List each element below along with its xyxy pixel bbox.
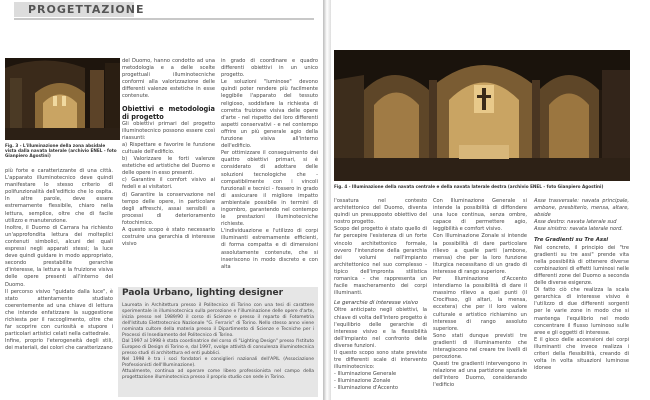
paragraph: a) Rispettare e favorire le funzione cultuale dell'edificio.	[122, 141, 215, 155]
paragraph: Gli obiettivi primari del progetto illuminotecnico possono essere così riassunti:	[122, 120, 215, 141]
paragraph: più forte e caratterizzante di una città. L'apparato illuminotecnico deve quindi manifestare lo stesso criterio di polifunzionalità dell'edificio che lo ospita. In altre parole, deve essere estremamente flessibile, chiaro nella lettura, semplice, oltre che di facile utilizzo e manutenzione.	[5, 168, 113, 224]
page-spine	[323, 0, 331, 400]
figure-3-caption: Fig. 3 - L'illuminazione della zona absidale vista dalla navata laterale (archivio ENEL - foto Gianpiero Agostini)	[5, 143, 117, 159]
paragraph: del Duomo, hanno condotto ad una metodologia e a delle scelte progettuali illuminotecniche conformi alla valorizzazione delle differenti valenze estetiche in esse contenute.	[122, 58, 215, 100]
paragraph: Sono stati dunque previsti tre gradienti di illuminamento che interagiscono nel creare tre livelli di percezione.	[433, 332, 527, 361]
paragraph: L'individuazione e l'utilizzo di corpi illuminanti estremamente efficienti, di forma compatta e di dimensioni assolutamente contenute, che si inseriscono in modo discreto e con alta	[221, 228, 318, 270]
left-column-2	[122, 58, 215, 248]
list-item: - Illuminazione d'Accento	[334, 385, 399, 392]
paragraph: d) Garantire la conservazione nel tempo delle opere, in particolare degli affreschi, assai sensibili a processi di deterioramento fotochimico.	[122, 191, 215, 226]
left-column-1	[5, 168, 113, 352]
subheading: Le gerarchie di interesse visivo	[334, 300, 419, 307]
paragraph: Con Illuminazione Zonale si intende la possibilità di dare particolare rilievo a quelle parti (ambone, mensa) che per la loro funzione liturgica necessitano di un grado di interesse di rango superiore.	[433, 233, 527, 275]
paragraph: A questo scopo è stato necessario costruire una gerarchia di interesse visivo	[122, 226, 215, 248]
paragraph: Il questo scopo sono state previste tre differenti scale di intervento illuminotecnico:	[334, 349, 427, 371]
left-column-3	[221, 58, 318, 271]
paragraph: Per Illuminazione d'Accento intendiamo la possibilità di dare il massimo rilievo a quei punti (il Crocifisso, gli altari, la mensa, eccetera) che per il loro valore culturale e artistico richiamino un interesse di rango assoluto superiore.	[433, 276, 527, 332]
list-item: Asse trasversale: navata principale, ambone, presbiterio, mensa, altare, abside	[534, 198, 629, 219]
paragraph: Di fatto ciò che realizza la scala gerarchica di interesse visivo è l'utilizzo di due differenti sorgenti per le varie zone in modo che si mantenga l'equilibrio nel modo concentrare il flusso luminoso sulle aree e gli oggetti di interesse.	[534, 287, 629, 336]
paragraph: l'ossatura nel contesto architettonico del Duomo, diventa quindi un presupposto obiettivo del nostro progetto.	[334, 198, 427, 226]
paragraph: Laureata in Architettura presso il Politecnico di Torino con una tesi di carattere sperimentale in illuminotecnica sulla percezione e l'illuminazione delle opere d'arte, inizia presso nel 1989/90 il corso di Scienze e presso il reparto di Fotometria dell'Istituto Elettrotecnico Nazionale "G. Ferraris" di Torino. Nello stesso anno viene nominata cultore della materia presso il Dipartimento di Scienze e Tecniche per i Processi di Insediamento del Politecnico di Torino.	[122, 303, 314, 338]
designer-box-title: Paola Urbano, lighting designer	[122, 288, 284, 298]
paragraph: Con Illuminazione Generale si intende la possibilità di diffondere una luce continua, senza ombre, capace di permettere agio, leggibilità e comfort visivo.	[433, 198, 527, 233]
figure-3-photo	[5, 58, 120, 140]
paragraph: Dal 1997 al 1998 è stata coordinatrice del corso di "Lighting Design" presso l'Istituto Europeo di Design di Torino e, dal 1997, svolge attività di consulenza illuminotecnica presso studi di architettura ed enti pubblici.	[122, 339, 314, 356]
list-item: - Illuminazione Zonale	[334, 378, 391, 385]
paragraph: Oltre anticipato negli obiettivi, la chiave di volta dell'intero progetto è l'equilibrio delle gerarchie di interesse visivo e la flessibilità dell'impianto nel confronto delle diverse funzioni.	[334, 307, 427, 349]
paragraph: Le soluzioni "luminose" devono quindi poter rendere più facilmente leggibile l'apparato del tessuto religioso, soddisfare la richiesta di corretta fruizione visiva delle opere d'arte - nel rispetto dei loro differenti aspetti conservativi - e nel contempo offrire un più generale agio della funzione visiva all'interno dell'edificio.	[221, 79, 318, 150]
figure-4-photo	[334, 50, 630, 181]
paragraph: b) Valorizzare le forti valenze estetiche ed artistiche del Duomo e delle opere in esso presenti.	[122, 156, 215, 177]
paragraph: Attualmente, continua ad operare come libero professionista nel campo della progettazione illuminotecnica presso il proprio studio con sede in Torino.	[122, 369, 314, 380]
right-column-1	[334, 198, 427, 393]
paragraph: Nel concreto, il principio dei "tre gradienti su tre assi" prende vita nella possibilità di ottenere diverse combinazioni di effetti luminosi nelle differenti zone del Duomo a seconda delle diverse esigenze.	[534, 244, 629, 287]
subheading: Tre Gradienti su Tre Assi	[534, 237, 609, 244]
paragraph: Per ottimizzare il conseguimento dei quattro obiettivi primari, si è considerato di adottare delle soluzioni tecnologiche che - compatibilmente con i vincoli funzionali e tecnici - fossero in grado di assicurare il migliore impatto ambientale possibile in termini di ingombro, garantendo nel contempo le prestazioni illuminotecniche richieste.	[221, 150, 318, 228]
right-column-2	[433, 198, 527, 390]
paragraph: Il percorso visivo "guidato dalla luce", è stato attentamente studiato coerentemente ad una chiave di lettura che intende enfatizzare la suggestione richiesta per il raccoglimento, oltre che far scoprire con curiosità e stupore i particolari artistici celati nella cattedrale.	[5, 288, 113, 338]
paragraph: c) Garantire il comfort visivo ai fedeli e ai visitatori.	[122, 177, 215, 191]
paragraph: Scopo del progetto è stato quello di far percepire l'esistenza di un forte vincolo architettonico formale, ovvero l'intenzione della gerarchia dei volumi nell'impianto architettonico nel suo complesso - tipico dell'impronta stilistica romanica - che rappresenta un facile mascheramento dei corpi illuminanti.	[334, 226, 427, 297]
header-rule	[14, 18, 314, 20]
right-column-3	[534, 198, 629, 372]
section-title: PROGETTAZIONE	[28, 3, 145, 16]
paragraph: Questi tre gradienti intervengono in relazione ad una partizione spaziale dell'intero Duomo, considerando l'edificio	[433, 361, 527, 389]
paragraph: in grado di coordinare e quadro differenti obiettivi in un unico progetto.	[221, 58, 318, 79]
list-item: - Illuminazione Generale	[334, 371, 397, 378]
figure-4-caption: Fig. 4 - Illuminazione della navata centrale e della navata laterale destra (archivio ENEL - foto Gianpiero Agostini)	[334, 184, 604, 189]
paragraph: Inoltre, il Duomo di Carrara ha richiesto un'approfondita lettura dei molteplici contenuti simbolici, alcuni dei quali espressi negli apparati stessi; la luce deve quindi guidare in modo appropriato, secondo prestabilite gerarchie d'interesse, la lettura e la fruizione visiva delle opere presenti all'interno del Duomo.	[5, 224, 113, 288]
section-heading: Obiettivi e metodologia di progetto	[122, 104, 215, 121]
designer-box-text	[122, 303, 314, 381]
paragraph: Infine, proprio l'eterogeneità degli stili, dei materiali, dei colori che caratterizzano	[5, 338, 113, 352]
list-item: Asse sinistro: navata laterale nord.	[534, 226, 624, 233]
list-item: Asse destro: navata laterale sud	[534, 219, 617, 226]
paragraph: Nel 1998 è tra i soci fondatori e consiglieri nazionali dell'APIL (Associazione Professionisti dell'Illuminazione).	[122, 357, 314, 368]
paragraph: E il gioco delle accensioni dei corpi illuminanti che invece realizza i criteri della flessibilità, creando di volta in volta situazioni luminose idonee	[534, 336, 629, 372]
